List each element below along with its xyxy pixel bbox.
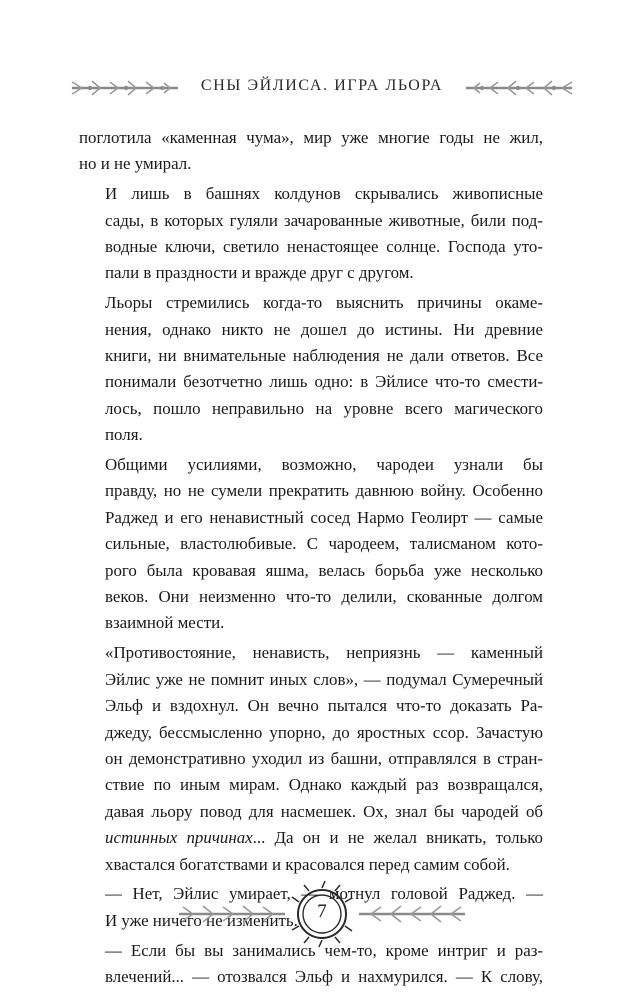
text-line: сильные, властолюбивые. С чародеем, талисманом кото- [105,534,543,554]
text-line: И лишь в башнях колдунов скрывались живописные [105,184,543,204]
text-line: пали в праздности и вражде друг с другом. [105,263,414,283]
italic-phrase: истинных причинах [105,828,253,848]
text-line: джеду, бессмысленно упорно, до яростных ссор. Зачастую [105,722,543,742]
paragraph [79,452,543,637]
paragraph [79,640,543,878]
text-line: — Если бы вы занимались чем-то, кроме интриг и раз- [105,940,543,960]
text-line: Общими усилиями, возможно, чародеи узнали бы [105,455,543,475]
text-line: поглотила «каменная чума», мир уже многие годы не жил, [79,128,543,147]
text-line: Эйлис уже не помнит иных слов», — подумал Сумеречный [105,669,543,689]
text-line: «Противостояние, ненависть, неприязнь — каменный [105,643,543,663]
text-line: хвастался богатствами и красовался перед самим собой. [105,854,510,874]
page-footer [175,876,469,952]
running-header [70,72,574,106]
text-line: книги, ни внимательные наблюдения не дали ответов. Все [105,346,543,366]
paragraph [79,181,543,287]
text-line: но и не умирал. [79,154,192,174]
body-text [79,125,543,994]
text-line: ствие по иным мирам. Однако каждый раз возвращался, [105,775,543,795]
text-line: Раджед и его ненавистный сосед Нармо Геолирт — самые [105,507,543,527]
book-title: СНЫ ЭЙЛИСА. ИГРА ЛЬОРА [200,77,444,94]
text-line: понимали безотчетно лишь одно: в Эйлисе что-то смести- [105,372,543,392]
text-line [79,825,543,851]
text-line: Эльф и вздохнул. Он вечно пытался что-то доказать Ра- [105,696,543,716]
paragraph [79,125,543,178]
text-line: поля. [105,425,143,445]
text-line: веков. Они неизменно что-то делили, скованные долгом [105,587,543,607]
page-number: 7 [317,901,327,922]
text-line: влечений... — отозвался Эльф и нахмурился. — К слову, [105,966,543,986]
text-line: нения, однако никто не дошел до истины. Ни древние [105,319,543,339]
text-line: Льоры стремились когда-то выяснить причины окаме- [105,293,543,313]
text-line-rest: ... Да он и не желал вникать, только [252,828,543,848]
text-line: И уже ничего не изменить. [105,910,298,930]
text-line: — Нет, Эйлис умирает, — мотнул головой Раджед. — [105,884,543,904]
text-line: лось, пошло неправильно на уровне всего магического [105,398,543,418]
text-line: он демонстративно уходил из башни, отправлялся в стран- [105,748,543,768]
text-line: давая льору повод для насмешек. Ох, знал бы чародей об [105,801,543,821]
text-line: взаимной мести. [105,613,225,633]
paragraph [79,290,543,448]
text-line: сады, в которых гуляли зачарованные животные, били под- [105,210,543,230]
text-line: рого была кровавая яшма, велась борьба уже несколько [105,560,543,580]
text-line: водные ключи, светило ненастоящее солнце. Господа уто- [105,237,543,257]
thorn-ornament-right-icon [462,78,574,98]
text-line: правду, но не сумели прекратить давнюю войну. Особенно [105,481,543,501]
